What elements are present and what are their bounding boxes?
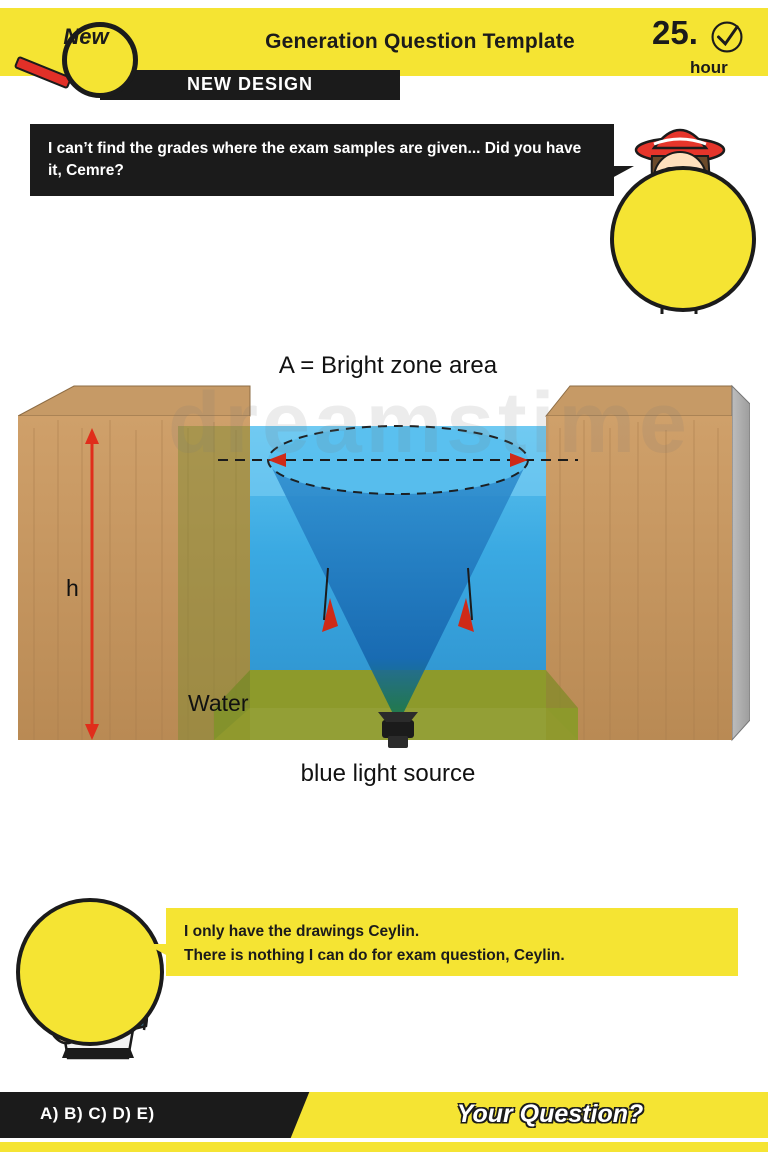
physics-diagram xyxy=(18,330,750,800)
bottom-speech-line-2: There is nothing I can do for exam question, Ceylin. xyxy=(184,947,565,965)
clock-number: 25. xyxy=(652,14,698,51)
your-question-label: Your Question? xyxy=(456,1100,644,1128)
bottom-speech-tail xyxy=(146,944,168,956)
clock-icon xyxy=(652,12,748,96)
avatar-background-circle xyxy=(610,166,756,312)
answer-options: A) B) C) D) E) xyxy=(40,1104,155,1123)
watermark: dreamstime xyxy=(168,375,691,471)
diagram-title: A = Bright zone area xyxy=(278,352,498,379)
footer xyxy=(0,1092,768,1138)
depth-label: h xyxy=(66,575,79,601)
new-badge-label: New xyxy=(63,24,109,49)
check-icon xyxy=(710,20,744,54)
bottom-speech-bubble xyxy=(166,908,738,976)
top-speech-bubble: I can’t find the grades where the exam samples are given... Did you have it, Cemre? xyxy=(30,124,614,196)
avatar-cemre xyxy=(6,898,186,1060)
bottom-accent-bar xyxy=(0,1142,768,1152)
avatar-ceylin xyxy=(592,104,764,316)
tank-cross-section xyxy=(18,368,750,768)
page-subtitle: NEW DESIGN xyxy=(186,74,313,94)
clock-unit-label: hour xyxy=(690,58,728,77)
bottom-speech-line-1: I only have the drawings Ceylin. xyxy=(184,923,420,940)
water-label: Water xyxy=(188,690,249,716)
page-title: Generation Question Template xyxy=(265,30,575,53)
diagram-illustration xyxy=(18,368,750,768)
light-source-label: blue light source xyxy=(300,760,476,787)
avatar-background-circle-2 xyxy=(16,898,164,1046)
